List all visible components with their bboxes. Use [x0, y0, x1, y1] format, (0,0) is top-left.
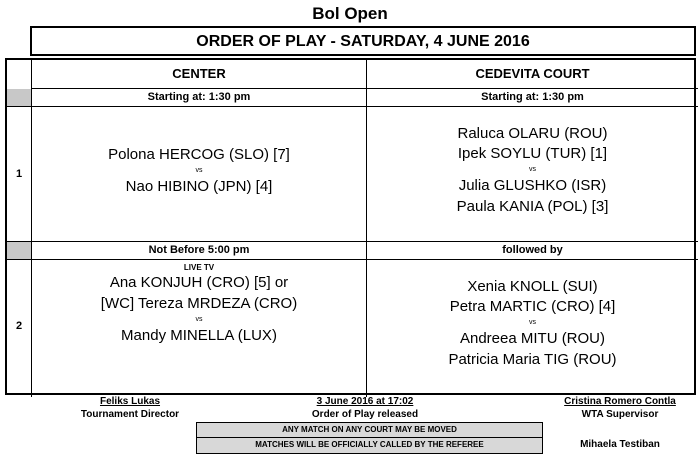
order-of-play-banner: ORDER OF PLAY - SATURDAY, 4 JUNE 2016: [30, 26, 696, 56]
row-2-center-player-a1: Ana KONJUH (CRO) [5] or: [109, 274, 289, 291]
row-1-cedevita-player-b1: Julia GLUSHKO (ISR): [458, 177, 607, 194]
director-role: Tournament Director: [80, 409, 180, 420]
court-header-center: CENTER: [172, 66, 226, 81]
court-header-cedevita: CEDEVITA COURT: [475, 66, 590, 81]
row-1-center-vs: vs: [195, 167, 203, 174]
referee-name: Mihaela Testiban: [580, 439, 660, 450]
row-2-center-vs: vs: [195, 316, 203, 323]
row-1-cedevita-vs: vs: [529, 166, 536, 173]
supervisor-role: WTA Supervisor: [581, 409, 659, 420]
row-1-start-divider: [7, 106, 698, 107]
schedule-grid: [5, 58, 696, 395]
row-1-number: 1: [16, 168, 23, 180]
live-tv-badge: LIVE TV: [183, 263, 215, 272]
row-1-divider: [7, 241, 698, 242]
row-2-cedevita-player-b2: Patricia Maria TIG (ROU): [448, 351, 617, 368]
number-column-divider: [31, 60, 32, 397]
row-1-cedevita-start: Starting at: 1:30 pm: [481, 91, 584, 103]
row-2-center-start: Not Before 5:00 pm: [148, 244, 250, 256]
row-1-cedevita-player-a1: Raluca OLARU (ROU): [457, 125, 608, 142]
row-1-center-player-a: Polona HERCOG (SLO) [7]: [108, 146, 290, 163]
header-divider: [31, 88, 698, 89]
event-title: Bol Open: [312, 4, 388, 23]
row-2-cedevita-vs: vs: [529, 319, 536, 326]
row-2-start-marker: [7, 242, 31, 259]
supervisor-name: Cristina Romero Contla: [564, 396, 676, 407]
row-2-center-player-a2: [WC] Tereza MRDEZA (CRO): [100, 295, 298, 312]
row-2-cedevita-player-b1: Andreea MITU (ROU): [459, 330, 606, 347]
released-time: 3 June 2016 at 17:02: [316, 396, 414, 407]
row-1-center-start: Starting at: 1:30 pm: [147, 91, 251, 103]
row-1-cedevita-player-a2: Ipek SOYLU (TUR) [1]: [457, 145, 608, 162]
row-2-cedevita-player-a1: Xenia KNOLL (SUI): [467, 278, 598, 295]
row-2-cedevita-player-a2: Petra MARTIC (CRO) [4]: [449, 298, 616, 315]
row-2-cedevita-start: followed by: [502, 244, 563, 256]
row-2-center-player-b: Mandy MINELLA (LUX): [121, 327, 277, 344]
row-2-number: 2: [16, 320, 23, 332]
row-1-center-player-b: Nao HIBINO (JPN) [4]: [125, 178, 273, 195]
row-1-start-marker: [7, 89, 31, 106]
released-label: Order of Play released: [311, 409, 419, 420]
row-2-start-divider: [7, 259, 698, 260]
notice-moved: ANY MATCH ON ANY COURT MAY BE MOVED: [196, 422, 543, 439]
director-name: Feliks Lukas: [99, 396, 161, 407]
row-1-cedevita-player-b2: Paula KANIA (POL) [3]: [456, 198, 609, 215]
notice-called: MATCHES WILL BE OFFICIALLY CALLED BY THE REFEREE: [196, 437, 543, 454]
